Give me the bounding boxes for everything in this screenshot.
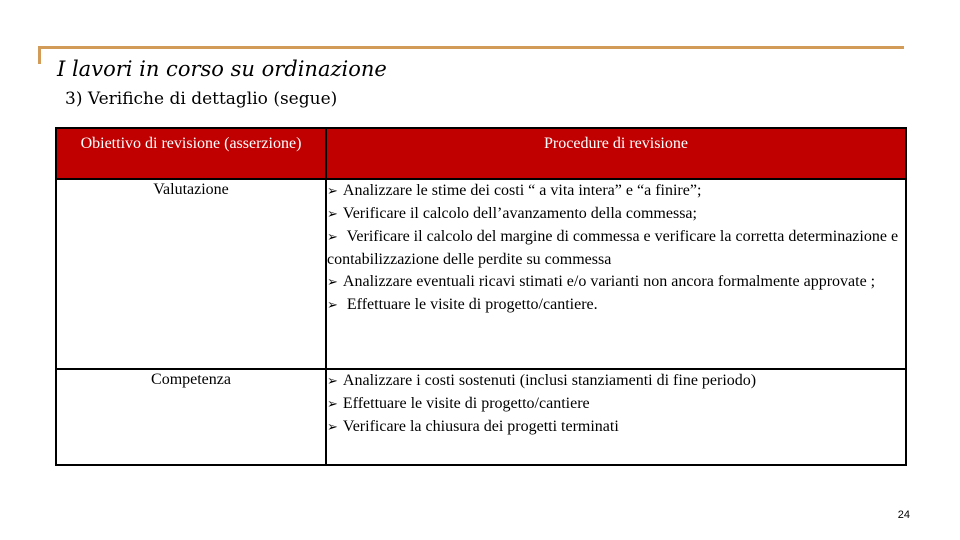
procedure-item: ➢ Analizzare i costi sostenuti (inclusi stanziamenti di fine periodo) — [327, 370, 905, 393]
procedure-item: ➢ Effettuare le visite di progetto/cantiere — [327, 393, 905, 416]
table-row — [56, 179, 906, 369]
table-header-row — [56, 128, 906, 179]
procedures-cell — [326, 369, 906, 465]
procedure-item: ➢ Verificare il calcolo dell’avanzamento della commessa; — [327, 203, 905, 226]
objective-cell: Valutazione — [56, 179, 326, 369]
procedure-item: ➢ Verificare la chiusura dei progetti terminati — [327, 416, 905, 439]
objective-cell: Competenza — [56, 369, 326, 465]
audit-procedures-table — [55, 127, 907, 466]
page-number: 24 — [897, 509, 910, 521]
table-row — [56, 369, 906, 465]
header-objective: Obiettivo di revisione (asserzione) — [56, 128, 326, 179]
decorative-top-rule — [38, 46, 904, 49]
slide-subtitle: 3) Verifiche di dettaglio (segue) — [65, 89, 338, 109]
procedure-item: ➢ Verificare il calcolo del margine di commessa e verificare la corretta determinazione e contabilizzazione delle perdite su commessa — [327, 226, 905, 271]
procedure-item: ➢ Analizzare eventuali ricavi stimati e/o varianti non ancora formalmente approvate ; — [327, 271, 905, 294]
procedures-cell — [326, 179, 906, 369]
decorative-left-rule — [38, 46, 41, 64]
slide-title: I lavori in corso su ordinazione — [57, 57, 387, 81]
procedure-item: ➢ Analizzare le stime dei costi “ a vita intera” e “a finire”; — [327, 180, 905, 203]
header-procedures: Procedure di revisione — [326, 128, 906, 179]
procedure-item: ➢ Effettuare le visite di progetto/cantiere. — [327, 294, 905, 317]
